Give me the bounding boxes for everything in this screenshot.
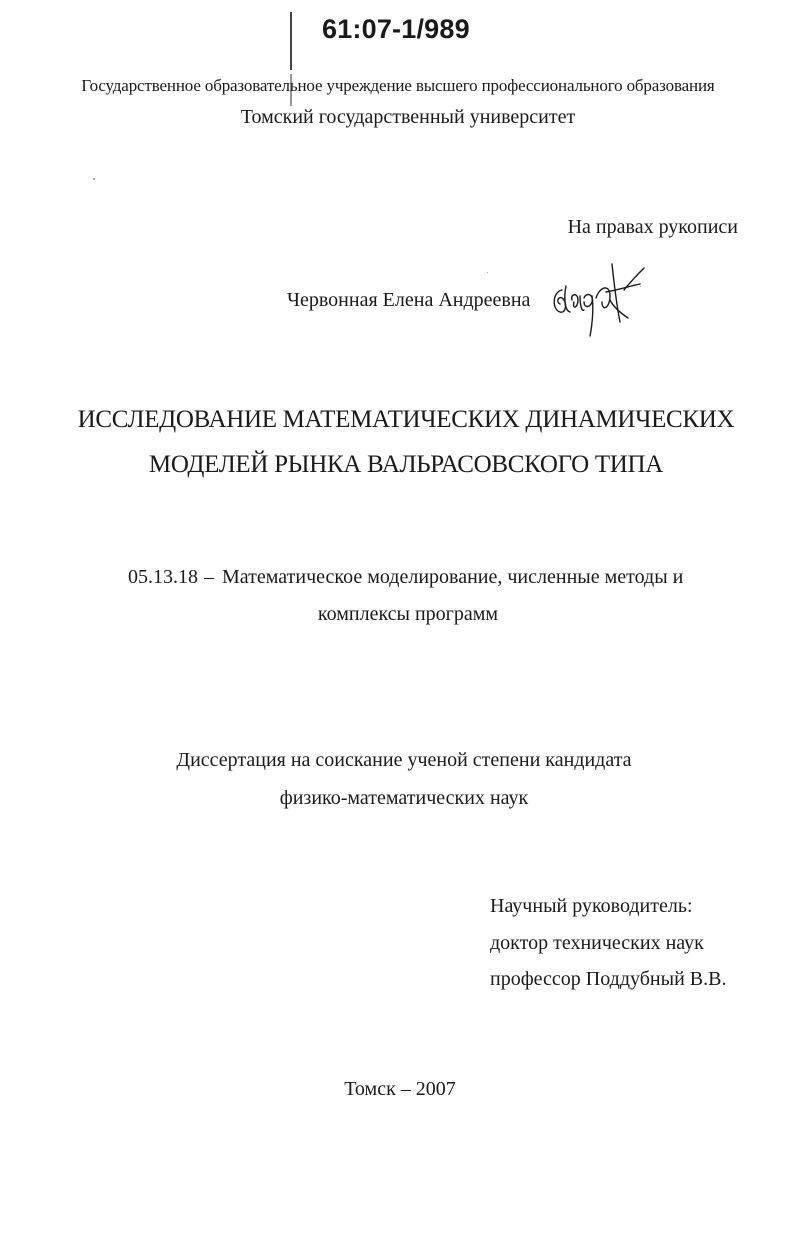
- scan-speck: [640, 286, 641, 287]
- place-and-year: Томск – 2007: [344, 1078, 456, 1100]
- margin-rule: [290, 12, 292, 70]
- thesis-title-line-2: МОДЕЛЕЙ РЫНКА ВАЛЬРАСОВСКОГО ТИПА: [148, 451, 664, 478]
- specialty-dash: –: [204, 566, 214, 588]
- specialty-code: 05.13.18: [128, 566, 198, 588]
- scan-speck: [93, 178, 95, 180]
- specialty-name-line-2: комплексы программ: [317, 603, 499, 625]
- degree-line-1: Диссертация на соискание ученой степени кандидата: [176, 749, 632, 771]
- institution-line-2: Томский государственный университет: [240, 106, 576, 128]
- supervisor-name: профессор Поддубный В.В.: [490, 968, 727, 990]
- scan-speck: [487, 272, 488, 273]
- archive-stamp: 61:07-1/989: [322, 14, 470, 44]
- manuscript-rights-note: На правах рукописи: [567, 216, 738, 238]
- thesis-title-line-1: ИССЛЕДОВАНИЕ МАТЕМАТИЧЕСКИХ ДИНАМИЧЕСКИХ: [77, 406, 735, 433]
- degree-line-2: физико-математических наук: [279, 787, 529, 809]
- institution-line-1: Государственное образовательное учреждение высшего профессионального образования: [81, 76, 715, 95]
- specialty-line-1: [128, 566, 683, 589]
- author-name: Червонная Елена Андреевна: [287, 289, 531, 311]
- specialty-name-line-1: Математическое моделирование, численные методы и: [222, 566, 684, 588]
- supervisor-degree: доктор технических наук: [490, 932, 704, 954]
- supervisor-label: Научный руководитель:: [490, 895, 693, 917]
- author-signature: [548, 256, 648, 340]
